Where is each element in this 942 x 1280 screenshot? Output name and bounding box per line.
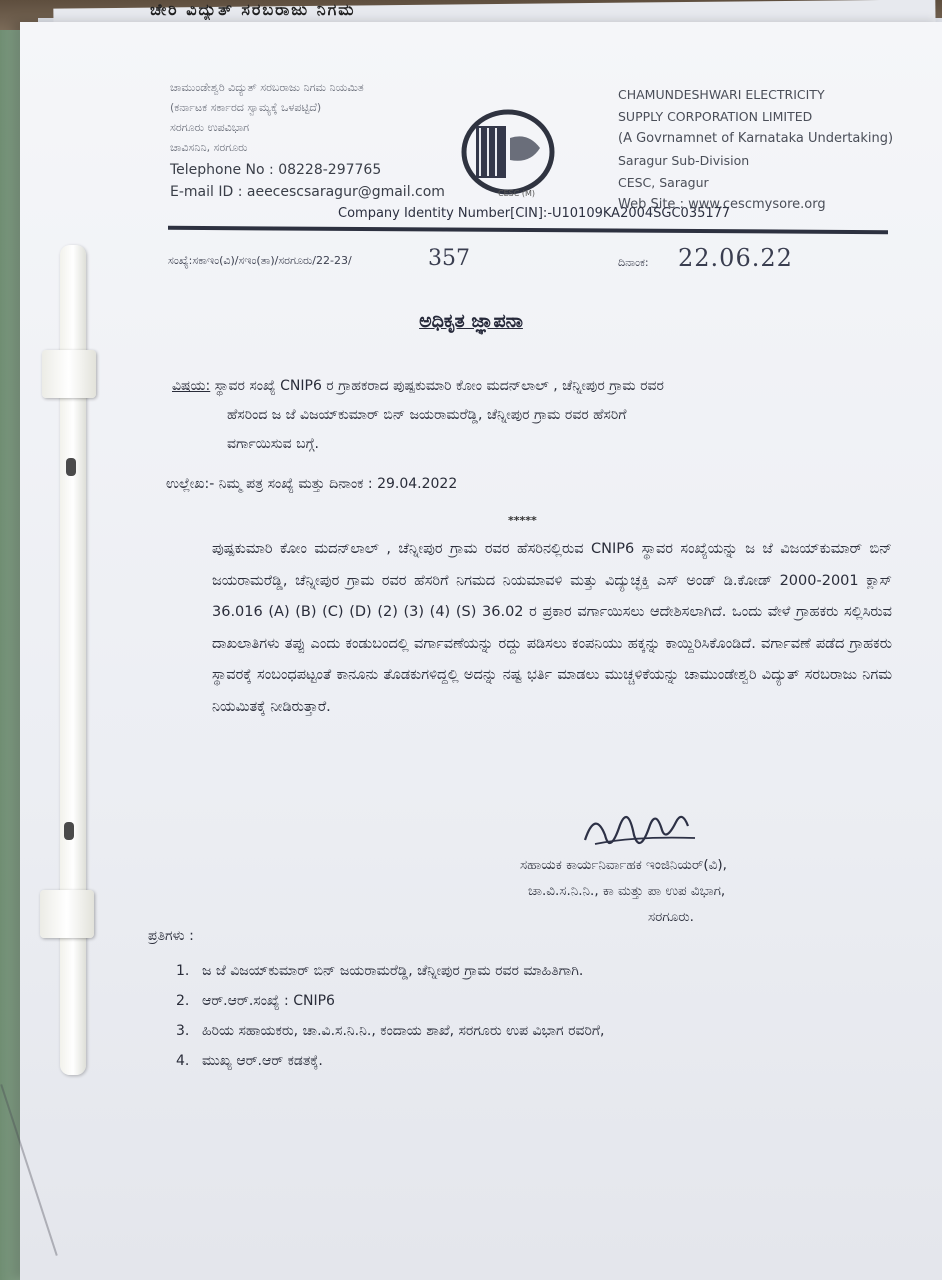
subject-line-3: ವರ್ಗಾಯಿಸುವ ಬಗ್ಗೆ. bbox=[227, 436, 319, 452]
reference-number-handwritten: 357 bbox=[428, 246, 470, 271]
punch-hole-top bbox=[66, 458, 76, 476]
letterhead-right bbox=[618, 84, 918, 216]
date-handwritten: 22.06.22 bbox=[678, 244, 793, 272]
list-item bbox=[176, 1046, 876, 1076]
list-item-number: 2. bbox=[176, 993, 190, 1009]
list-item-text: ಜ ಜೆ ವಿಜಯ್‌ಕುಮಾರ್ ಬಿನ್ ಜಯರಾಮರೆಡ್ಡಿ, ಚೆನ್ನೀಪುರ ಗ್ರಾಮ ರವರ ಮಾಹಿತಿಗಾಗಿ. bbox=[202, 963, 584, 979]
email: E-mail ID : aeecescsaragur@gmail.com bbox=[170, 184, 445, 200]
subject-label: ವಿಷಯ: bbox=[172, 378, 211, 394]
body-text: ಪುಷ್ಪಕುಮಾರಿ ಕೋಂ ಮದನ್‌ಲಾಲ್ , ಚೆನ್ನೀಪುರ ಗ್ರಾಮ ರವರ ಹೆಸರಿನಲ್ಲಿರುವ CNIP6 ಸ್ಥಾವರ ಸಂಖ್ಯೆಯನ್ನು ಜ ಜೆ ವಿಜಯ್‌ಕುಮಾರ್ ಬಿನ್ ಜಯರಾಮರೆಡ್ಡಿ, ಚೆನ್ನೀಪುರ ಗ್ರಾಮ ರವರ ಹೆಸರಿಗೆ ನಿಗಮದ ನಿಯಮಾವಳಿ ಮತ್ತು ವಿದ್ಯುಚ್ಛಕ್ತಿ ಎಸ್ ಅಂಡ್ ಡಿ.ಕೋಡ್ 2000-2001 ಕ್ಲಾಸ್ 36.016 (A) (B) (C) (D) (2) (3) (4) (S) 36.02 ರ ಪ್ರಕಾರ ವರ್ಗಾಯಿಸಲು ಆದೇಶಿಸಲಾಗಿದೆ. ಒಂದು ವೇಳೆ ಗ್ರಾಹಕರು ಸಲ್ಲಿಸಿರುವ ದಾಖಲಾತಿಗಳು ತಪ್ಪು ಎಂದು ಕಂಡುಬಂದಲ್ಲಿ ವರ್ಗಾವಣೆಯನ್ನು ರದ್ದು ಪಡಿಸಲು ಕಂಪನಿಯು ಹಕ್ಕನ್ನು ಕಾಯ್ದಿರಿಸಿಕೊಂಡಿದೆ. ವರ್ಗಾವಣೆ ಪಡೆದ ಗ್ರಾಹಕರು ಸ್ಥಾವರಕ್ಕೆ ಸಂಬಂಧಪಟ್ಟಂತೆ ಕಾನೂನು ತೊಡಕುಗಳಿದ್ದಲ್ಲಿ ಅದನ್ನು ನಷ್ಟ ಭರ್ತಿ ಮಾಡಲು ಮುಚ್ಚಳಿಕೆಯನ್ನು ಚಾಮುಂಡೇಶ್ವರಿ ವಿದ್ಯುತ್ ಸರಬರಾಜು ನಿಗಮ ನಿಯಮಿತಕ್ಕೆ ನೀಡಿರುತ್ತಾರೆ. bbox=[212, 541, 892, 715]
reference-line bbox=[168, 244, 888, 280]
binder-clip-top bbox=[42, 350, 96, 398]
list-item-text: ಮುಖ್ಯ ಆರ್.ಆರ್ ಕಡತಕ್ಕೆ. bbox=[202, 1053, 323, 1069]
office-location: CESC, Saragur bbox=[618, 175, 709, 190]
date-label: ದಿನಾಂಕ: bbox=[618, 256, 649, 269]
signatory-block bbox=[520, 852, 850, 930]
website: Web Site : www.cescmysore.org bbox=[618, 197, 826, 212]
list-item-text: ಆರ್.ಆರ್.ಸಂಖ್ಯೆ : CNIP6 bbox=[202, 993, 335, 1009]
letterhead-kannada-line-2: (ಕರ್ನಾಟಕ ಸರ್ಕಾರದ ಸ್ವಾಮ್ಯಕ್ಕೆ ಒಳಪಟ್ಟಿದೆ) bbox=[170, 101, 322, 114]
letterhead-kannada-line-3: ಸರಗೂರು ಉಪವಿಭಾಗ bbox=[170, 121, 250, 134]
list-item-number: 3. bbox=[176, 1023, 190, 1039]
list-item-text: ಹಿರಿಯ ಸಹಾಯಕರು, ಚಾ.ವಿ.ಸ.ನಿ.ನಿ., ಕಂದಾಯ ಶಾಖೆ, ಸರಗೂರು ಉಪ ವಿಭಾಗ ರವರಿಗೆ, bbox=[202, 1023, 605, 1039]
reference-note: ಉಲ್ಲೇಖ:- ನಿಮ್ಮ ಪತ್ರ ಸಂಖ್ಯೆ ಮತ್ತು ದಿನಾಂಕ : 29.04.2022 bbox=[166, 476, 458, 492]
telephone: Telephone No : 08228-297765 bbox=[170, 162, 382, 178]
logo-caption: CESC (M) bbox=[498, 189, 535, 198]
list-item-number: 1. bbox=[176, 963, 190, 979]
company-undertaking: (A Govrnamnet of Karnataka Undertaking) bbox=[618, 131, 894, 146]
list-item-number: 4. bbox=[176, 1053, 190, 1069]
company-name-line-1: CHAMUNDESHWARI ELECTRICITY bbox=[618, 87, 825, 102]
signatory-designation: ಸಹಾಯಕ ಕಾರ್ಯನಿರ್ವಾಹಕ ಇಂಜಿನಿಯರ್(ವಿ), bbox=[520, 857, 727, 873]
list-item bbox=[176, 956, 876, 986]
subject-line-1: ಸ್ಥಾವರ ಸಂಖ್ಯೆ CNIP6 ರ ಗ್ರಾಹಕರಾದ ಪುಷ್ಪಕುಮಾರಿ ಕೋಂ ಮದನ್‌ಲಾಲ್ , ಚೆನ್ನೀಪುರ ಗ್ರಾಮ ರವರ bbox=[210, 378, 664, 394]
subject-block bbox=[172, 372, 892, 459]
list-item bbox=[176, 986, 876, 1016]
cesc-logo-icon bbox=[458, 108, 558, 200]
binder-clip-bottom bbox=[40, 890, 94, 938]
sub-division: Saragur Sub-Division bbox=[618, 153, 750, 168]
copies-list bbox=[176, 956, 876, 1076]
reference-number-label: ಸಂಖ್ಯೆ:ಸಕಾಇಂ(ವಿ)/ಸಇಂ(ತಾ)/ಸರಗೂರು/22-23/ bbox=[168, 254, 352, 267]
document-title: ಅಧಿಕೃತ ಜ್ಞಾಪನಾ bbox=[419, 310, 523, 332]
letterhead-left bbox=[170, 78, 470, 202]
company-name-line-2: SUPPLY CORPORATION LIMITED bbox=[618, 109, 813, 124]
underlying-page-heading: ಚೇರಿ ವಿದ್ಯುತ್ ಸರಬರಾಜು ನಿಗಮ bbox=[150, 0, 356, 19]
letterhead-kannada-line-4: ಚಾವಿಸನಿನಿ, ಸರಗೂರು bbox=[170, 141, 248, 154]
copies-label: ಪ್ರತಿಗಳು : bbox=[148, 928, 194, 944]
signatory-place: ಸರಗೂರು. bbox=[648, 909, 694, 925]
signatory-office: ಚಾ.ವಿ.ಸ.ನಿ.ನಿ., ಕಾ ಮತ್ತು ಪಾ ಉಪ ವಿಭಾಗ, bbox=[528, 883, 726, 899]
body-paragraph bbox=[212, 534, 892, 723]
separator: ***** bbox=[508, 514, 537, 527]
letterhead-kannada-line-1: ಚಾಮುಂಡೇಶ್ವರಿ ವಿದ್ಯುತ್ ಸರಬರಾಜು ನಿಗಮ ನಿಯಮಿತ bbox=[170, 81, 364, 94]
subject-line-2: ಹೆಸರಿಂದ ಜ ಜೆ ವಿಜಯ್‌ಕುಮಾರ್ ಬಿನ್ ಜಯರಾಮರೆಡ್ಡಿ, ಚೆನ್ನೀಪುರ ಗ್ರಾಮ ರವರ ಹೆಸರಿಗೆ bbox=[227, 407, 627, 423]
list-item bbox=[176, 1016, 876, 1046]
company-identity-number: Company Identity Number[CIN]:-U10109KA2004SGC035177 bbox=[338, 206, 731, 221]
punch-hole-bottom bbox=[64, 822, 74, 840]
